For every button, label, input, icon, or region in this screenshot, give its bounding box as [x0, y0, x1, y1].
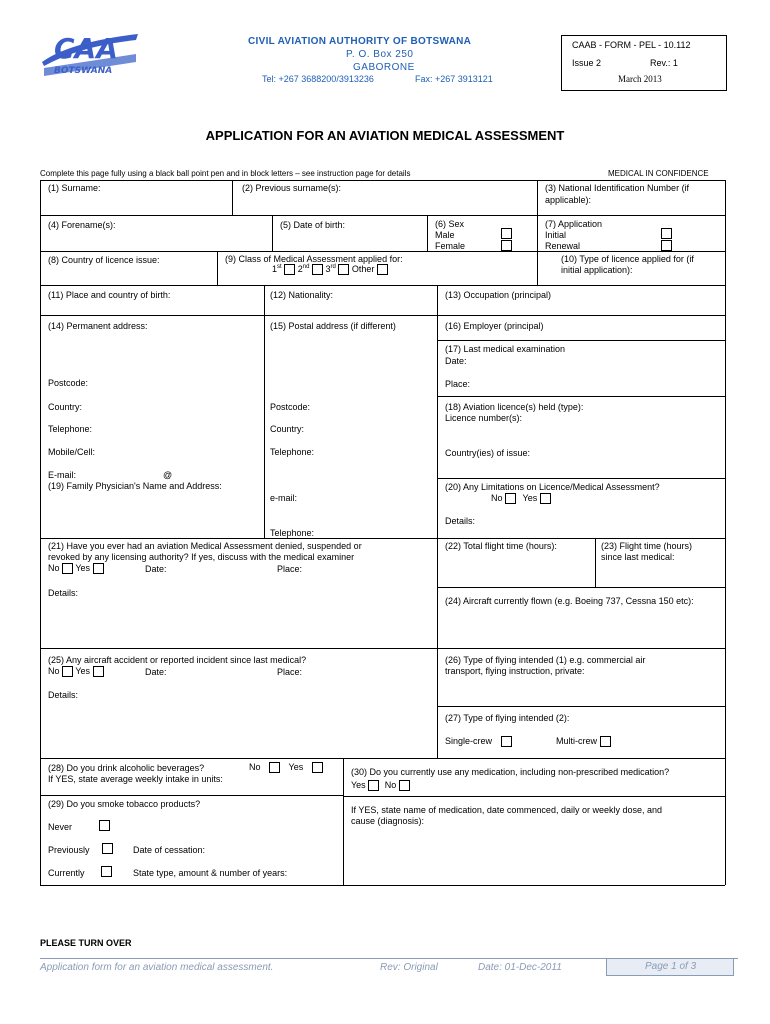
physician-email-label: e-mail: — [270, 493, 298, 503]
issue-date: March 2013 — [618, 74, 662, 84]
countries-issue-label: Country(ies) of issue: — [445, 448, 531, 458]
class-3-suffix: rd — [330, 264, 336, 270]
licence-country-label: (8) Country of licence issue: — [48, 255, 160, 265]
limitations-yes-label: Yes — [522, 493, 538, 503]
previous-surname-label: (2) Previous surname(s): — [242, 183, 342, 193]
cessation-date-label: Date of cessation: — [133, 845, 206, 855]
denied-no-checkbox[interactable] — [62, 563, 73, 574]
smoking-currently-checkbox[interactable] — [101, 866, 112, 877]
single-crew-label: Single-crew — [445, 736, 493, 746]
class-2-suffix: nd — [302, 264, 310, 270]
male-checkbox[interactable] — [501, 228, 512, 239]
flight-time-since-label-2: since last medical: — [601, 552, 675, 562]
licence-type-label-2: initial application): — [561, 265, 633, 275]
alcohol-options — [249, 762, 323, 773]
form-id: CAAB - FORM - PEL - 10.112 — [572, 40, 691, 50]
initial-checkbox[interactable] — [661, 228, 672, 239]
alcohol-yes-label: Yes — [288, 762, 304, 772]
smoking-currently-label: Currently — [48, 868, 85, 878]
postal-telephone-label: Telephone: — [270, 447, 315, 457]
footer-date: Date: 01-Dec-2011 — [478, 962, 562, 973]
class-2-label: 2 — [297, 264, 303, 274]
national-id-label-2: applicable): — [545, 195, 592, 205]
limitations-label: (20) Any Limitations on Licence/Medical Assessment? — [445, 482, 660, 492]
flight-time-since-label: (23) Flight time (hours) — [601, 541, 693, 551]
footer-bar — [40, 958, 738, 977]
occupation-label: (13) Occupation (principal) — [445, 290, 552, 300]
accident-yes-label: Yes — [75, 666, 91, 676]
flying-intended-1-label: (26) Type of flying intended (1) e.g. commercial air — [445, 655, 646, 665]
dob-label: (5) Date of birth: — [280, 220, 346, 230]
denied-yes-label: Yes — [75, 563, 91, 573]
postal-postcode-label: Postcode: — [270, 402, 311, 412]
last-medical-label: (17) Last medical examination — [445, 344, 566, 354]
accident-date-label: Date: — [145, 667, 167, 677]
form-ref-box — [561, 35, 727, 91]
medication-cause-label: cause (diagnosis): — [351, 816, 425, 826]
medication-details-label: If YES, state name of medication, date commenced, daily or weekly dose, and — [351, 805, 663, 815]
licences-held-label: (18) Aviation licence(s) held (type): — [445, 402, 584, 412]
flying-intended-2-label: (27) Type of flying intended (2): — [445, 713, 570, 723]
medication-question: (30) Do you currently use any medication, including non-prescribed medication? — [351, 767, 670, 777]
instructions: Complete this page fully using a black ball point pen and in block letters – see instruction page for details — [40, 169, 411, 178]
female-label: Female — [435, 241, 466, 251]
denied-question: (21) Have you ever had an aviation Medical Assessment denied, suspended or — [48, 541, 362, 551]
email-label: E-mail: — [48, 470, 77, 480]
class-1-checkbox[interactable] — [284, 264, 295, 275]
single-crew-option — [445, 736, 512, 747]
confidential: MEDICAL IN CONFIDENCE — [608, 169, 709, 178]
multi-crew-label: Multi-crew — [556, 736, 598, 746]
telephone-label: Telephone: — [48, 424, 93, 434]
accident-no-label: No — [48, 666, 60, 676]
medication-options — [351, 780, 410, 791]
accident-details-label: Details: — [48, 690, 79, 700]
denied-date-label: Date: — [145, 564, 167, 574]
class-other-checkbox[interactable] — [377, 264, 388, 275]
licence-type-label: (10) Type of licence applied for (if — [561, 254, 694, 264]
alcohol-yes-checkbox[interactable] — [312, 762, 323, 773]
issue: Issue 2 — [572, 58, 602, 68]
denied-yes-checkbox[interactable] — [93, 563, 104, 574]
tel: Tel: +267 3688200/3913236 — [262, 74, 374, 84]
postcode-label: Postcode: — [48, 378, 89, 388]
accident-no-checkbox[interactable] — [62, 666, 73, 677]
medication-no-label: No — [384, 780, 397, 790]
smoking-previously-label: Previously — [48, 845, 90, 855]
birthplace-label: (11) Place and country of birth: — [48, 290, 171, 300]
class-options — [272, 264, 388, 275]
licence-numbers-label: Licence number(s): — [445, 413, 523, 423]
denied-place-label: Place: — [277, 564, 303, 574]
limitations-options — [491, 493, 551, 504]
class-2-checkbox[interactable] — [312, 264, 323, 275]
alcohol-intake-label: If YES, state average weekly intake in units: — [48, 774, 223, 784]
multi-crew-checkbox[interactable] — [600, 736, 611, 747]
female-checkbox[interactable] — [501, 240, 512, 251]
class-other-label: Other — [351, 264, 375, 274]
employer-label: (16) Employer (principal) — [445, 321, 544, 331]
nationality-label: (12) Nationality: — [270, 290, 334, 300]
form-title: APPLICATION FOR AN AVIATION MEDICAL ASSESSMENT — [205, 128, 565, 143]
smoking-never-checkbox[interactable] — [99, 820, 110, 831]
sex-label: (6) Sex — [435, 219, 465, 229]
accident-options — [48, 666, 104, 677]
flying-intended-1-label-2: transport, flying instruction, private: — [445, 666, 585, 676]
denied-question-2: revoked by any licensing authority? If yes, discuss with the medical examiner — [48, 552, 355, 562]
denied-options — [48, 563, 104, 574]
single-crew-checkbox[interactable] — [501, 736, 512, 747]
alcohol-question: (28) Do you drink alcoholic beverages? — [48, 763, 205, 773]
last-medical-place-label: Place: — [445, 379, 471, 389]
class-1-suffix: st — [277, 264, 282, 270]
renewal-label: Renewal — [545, 241, 581, 251]
renewal-checkbox[interactable] — [661, 240, 672, 251]
country-label: Country: — [48, 402, 83, 412]
turn-over-note: PLEASE TURN OVER — [40, 938, 132, 948]
alcohol-no-label: No — [249, 762, 261, 772]
male-label: Male — [435, 230, 455, 240]
class-1-label: 1 — [272, 264, 278, 274]
denied-no-label: No — [48, 563, 60, 573]
class-3-label: 3 — [325, 264, 331, 274]
city: GABORONE — [353, 62, 415, 73]
class-label: (9) Class of Medical Assessment applied for: — [225, 254, 403, 264]
medication-yes-label: Yes — [351, 780, 366, 790]
application-label: (7) Application — [545, 219, 603, 229]
last-medical-date-label: Date: — [445, 356, 467, 366]
smoking-details-label: State type, amount & number of years: — [133, 868, 288, 878]
limitations-yes-checkbox[interactable] — [540, 493, 551, 504]
aircraft-flown-label: (24) Aircraft currently flown (e.g. Boeing 737, Cessna 150 etc): — [445, 596, 694, 606]
initial-label: Initial — [545, 230, 567, 240]
limitations-no-label: No — [491, 493, 503, 503]
page-number-box — [606, 958, 734, 976]
surname-label: (1) Surname: — [48, 183, 101, 193]
limitations-no-checkbox[interactable] — [505, 493, 516, 504]
org-name: CIVIL AVIATION AUTHORITY OF BOTSWANA — [248, 36, 472, 47]
mobile-label: Mobile/Cell: — [48, 447, 96, 457]
footer-description: Application form for an aviation medical assessment. — [40, 962, 274, 973]
postal-country-label: Country: — [270, 424, 305, 434]
email-at-sign: @ — [163, 470, 173, 480]
denied-details-label: Details: — [48, 588, 79, 598]
total-flight-time-label: (22) Total flight time (hours): — [445, 541, 557, 551]
postal-address-label: (15) Postal address (if different) — [270, 321, 396, 331]
logo-text: CAA — [54, 32, 118, 65]
class-3-checkbox[interactable] — [338, 264, 349, 275]
multi-crew-option — [556, 736, 611, 747]
physician-telephone-label: Telephone: — [270, 528, 315, 538]
smoking-previously-checkbox[interactable] — [102, 843, 113, 854]
alcohol-no-checkbox[interactable] — [269, 762, 280, 773]
smoking-question: (29) Do you smoke tobacco products? — [48, 799, 201, 809]
limitations-details-label: Details: — [445, 516, 476, 526]
permanent-address-label: (14) Permanent address: — [48, 321, 148, 331]
national-id-label: (3) National Identification Number (if — [545, 183, 690, 193]
physician-label: (19) Family Physician's Name and Address: — [48, 481, 222, 491]
footer-rev: Rev: Original — [380, 962, 438, 973]
medication-yes-checkbox[interactable] — [368, 780, 379, 791]
smoking-never-label: Never — [48, 822, 73, 832]
forenames-label: (4) Forename(s): — [48, 220, 116, 230]
logo-sub: BOTSWANA — [54, 66, 113, 76]
fax: Fax: +267 3913121 — [415, 74, 493, 84]
page-number: Page 1 of 3 — [645, 961, 697, 972]
caa-logo — [40, 32, 140, 82]
po-box: P. O. Box 250 — [346, 49, 414, 60]
accident-question: (25) Any aircraft accident or reported incident since last medical? — [48, 655, 307, 665]
rev: Rev.: 1 — [650, 58, 678, 68]
accident-yes-checkbox[interactable] — [93, 666, 104, 677]
accident-place-label: Place: — [277, 667, 303, 677]
medication-no-checkbox[interactable] — [399, 780, 410, 791]
